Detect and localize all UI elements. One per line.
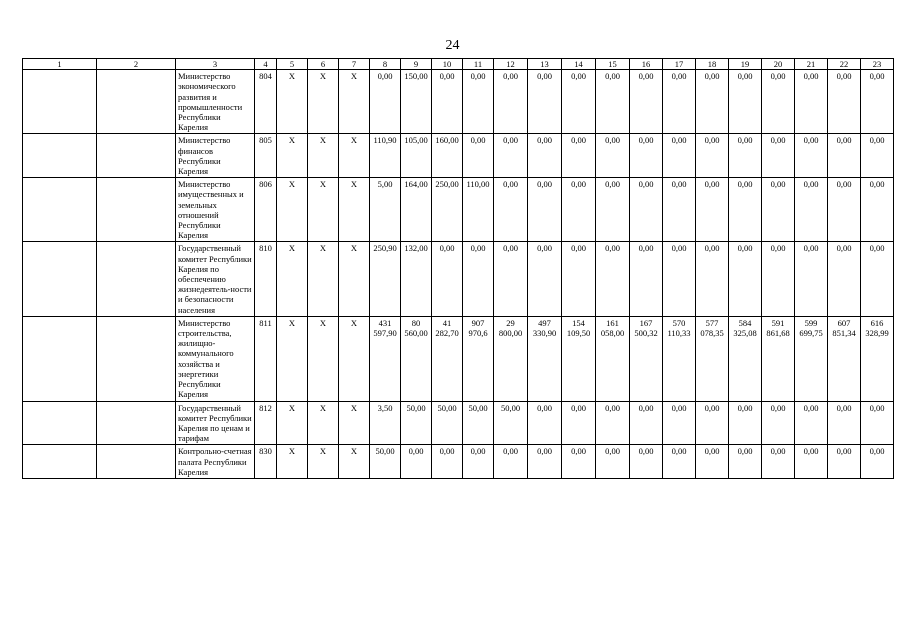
value-cell: 164,00 <box>401 178 432 242</box>
value-cell: 0,00 <box>463 134 494 178</box>
cell-col-1 <box>23 242 97 316</box>
value-cell: 577 078,35 <box>696 316 729 401</box>
value-cell: X <box>308 178 339 242</box>
value-cell: X <box>308 242 339 316</box>
value-cell: 0,00 <box>463 445 494 479</box>
organization-code: 805 <box>255 134 277 178</box>
value-cell: 0,00 <box>828 178 861 242</box>
table-row <box>23 242 894 316</box>
value-cell: 50,00 <box>463 401 494 445</box>
column-header: 6 <box>308 59 339 70</box>
column-header: 14 <box>562 59 596 70</box>
cell-col-1 <box>23 445 97 479</box>
header-row <box>23 59 894 70</box>
value-cell: 0,00 <box>494 178 528 242</box>
cell-col-2 <box>97 70 176 134</box>
value-cell: 0,00 <box>762 178 795 242</box>
column-header: 22 <box>828 59 861 70</box>
value-cell: 0,00 <box>729 401 762 445</box>
value-cell: 0,00 <box>562 178 596 242</box>
value-cell: 3,50 <box>370 401 401 445</box>
value-cell: 0,00 <box>463 70 494 134</box>
page-number: 24 <box>445 38 460 53</box>
value-cell: 0,00 <box>696 134 729 178</box>
value-cell: 0,00 <box>795 70 828 134</box>
value-cell: 0,00 <box>630 178 663 242</box>
value-cell: 0,00 <box>762 445 795 479</box>
organization-code: 830 <box>255 445 277 479</box>
value-cell: 110,90 <box>370 134 401 178</box>
value-cell: 0,00 <box>663 134 696 178</box>
value-cell: 0,00 <box>494 134 528 178</box>
value-cell: 584 325,08 <box>729 316 762 401</box>
cell-col-1 <box>23 316 97 401</box>
organization-name: Контрольно-счетная палата Республики Карелия <box>176 445 255 479</box>
value-cell: 0,00 <box>528 445 562 479</box>
value-cell: 161 058,00 <box>596 316 630 401</box>
value-cell: X <box>339 242 370 316</box>
value-cell: 607 851,34 <box>828 316 861 401</box>
value-cell: X <box>339 401 370 445</box>
organization-code: 806 <box>255 178 277 242</box>
value-cell: 0,00 <box>729 242 762 316</box>
organization-name: Министерство имущественных и земельных отношений Республики Карелия <box>176 178 255 242</box>
value-cell: X <box>277 70 308 134</box>
cell-col-2 <box>97 401 176 445</box>
value-cell: 0,00 <box>696 70 729 134</box>
value-cell: 0,00 <box>596 242 630 316</box>
value-cell: X <box>277 178 308 242</box>
value-cell: 0,00 <box>528 70 562 134</box>
value-cell: 0,00 <box>401 445 432 479</box>
value-cell: 0,00 <box>828 445 861 479</box>
value-cell: 0,00 <box>795 445 828 479</box>
value-cell: X <box>277 316 308 401</box>
value-cell: X <box>308 445 339 479</box>
value-cell: 0,00 <box>663 242 696 316</box>
value-cell: 599 699,75 <box>795 316 828 401</box>
value-cell: X <box>277 445 308 479</box>
value-cell: 0,00 <box>494 242 528 316</box>
organization-name: Государственный комитет Республики Карелия по ценам и тарифам <box>176 401 255 445</box>
organization-name: Министерство экономического развития и промышленности Республики Карелия <box>176 70 255 134</box>
value-cell: 0,00 <box>696 242 729 316</box>
value-cell: 0,00 <box>630 134 663 178</box>
value-cell: X <box>308 134 339 178</box>
value-cell: 0,00 <box>861 445 894 479</box>
value-cell: 0,00 <box>828 401 861 445</box>
value-cell: 616 328,99 <box>861 316 894 401</box>
value-cell: 0,00 <box>729 70 762 134</box>
value-cell: 0,00 <box>663 70 696 134</box>
value-cell: 110,00 <box>463 178 494 242</box>
value-cell: 0,00 <box>762 70 795 134</box>
organization-code: 812 <box>255 401 277 445</box>
value-cell: 0,00 <box>729 134 762 178</box>
value-cell: 570 110,33 <box>663 316 696 401</box>
value-cell: 0,00 <box>528 178 562 242</box>
value-cell: 150,00 <box>401 70 432 134</box>
value-cell: 160,00 <box>432 134 463 178</box>
value-cell: 431 597,90 <box>370 316 401 401</box>
value-cell: 0,00 <box>729 178 762 242</box>
value-cell: 0,00 <box>528 401 562 445</box>
value-cell: 132,00 <box>401 242 432 316</box>
value-cell: 0,00 <box>696 178 729 242</box>
value-cell: 0,00 <box>696 445 729 479</box>
value-cell: 0,00 <box>795 178 828 242</box>
value-cell: X <box>339 178 370 242</box>
cell-col-1 <box>23 401 97 445</box>
value-cell: 167 500,32 <box>630 316 663 401</box>
column-header: 4 <box>255 59 277 70</box>
cell-col-2 <box>97 445 176 479</box>
value-cell: 0,00 <box>370 70 401 134</box>
organization-name: Министерство финансов Республики Карелия <box>176 134 255 178</box>
value-cell: 0,00 <box>432 445 463 479</box>
value-cell: 0,00 <box>762 134 795 178</box>
value-cell: 0,00 <box>861 70 894 134</box>
value-cell: X <box>308 316 339 401</box>
cell-col-1 <box>23 134 97 178</box>
table-row <box>23 178 894 242</box>
column-header: 16 <box>630 59 663 70</box>
cell-col-1 <box>23 178 97 242</box>
value-cell: 0,00 <box>696 401 729 445</box>
value-cell: 50,00 <box>401 401 432 445</box>
column-header: 23 <box>861 59 894 70</box>
organization-code: 811 <box>255 316 277 401</box>
organization-code: 804 <box>255 70 277 134</box>
cell-col-2 <box>97 178 176 242</box>
cell-col-2 <box>97 316 176 401</box>
value-cell: 0,00 <box>562 401 596 445</box>
value-cell: 0,00 <box>596 178 630 242</box>
value-cell: 250,00 <box>432 178 463 242</box>
value-cell: 0,00 <box>828 70 861 134</box>
table-row <box>23 401 894 445</box>
value-cell: 0,00 <box>630 401 663 445</box>
value-cell: 250,90 <box>370 242 401 316</box>
value-cell: X <box>339 316 370 401</box>
value-cell: 0,00 <box>861 242 894 316</box>
value-cell: 41 282,70 <box>432 316 463 401</box>
column-header: 13 <box>528 59 562 70</box>
value-cell: 0,00 <box>562 134 596 178</box>
value-cell: X <box>339 70 370 134</box>
table-row <box>23 134 894 178</box>
column-header: 20 <box>762 59 795 70</box>
value-cell: 497 330,90 <box>528 316 562 401</box>
value-cell: 80 560,00 <box>401 316 432 401</box>
value-cell: 0,00 <box>596 70 630 134</box>
value-cell: 0,00 <box>494 445 528 479</box>
column-header: 8 <box>370 59 401 70</box>
table-body <box>23 70 894 479</box>
value-cell: X <box>308 70 339 134</box>
value-cell: 5,00 <box>370 178 401 242</box>
column-header: 3 <box>176 59 255 70</box>
value-cell: 105,00 <box>401 134 432 178</box>
value-cell: 0,00 <box>528 242 562 316</box>
value-cell: 0,00 <box>630 70 663 134</box>
column-header: 12 <box>494 59 528 70</box>
value-cell: 0,00 <box>795 242 828 316</box>
value-cell: X <box>277 242 308 316</box>
value-cell: 591 861,68 <box>762 316 795 401</box>
value-cell: 0,00 <box>663 445 696 479</box>
organization-name: Министерство строительства, жилищно-коммунального хозяйства и энергетики Республики Карелия <box>176 316 255 401</box>
value-cell: 0,00 <box>729 445 762 479</box>
value-cell: 0,00 <box>861 178 894 242</box>
table-header <box>23 59 894 70</box>
value-cell: 29 800,00 <box>494 316 528 401</box>
value-cell: 50,00 <box>370 445 401 479</box>
value-cell: X <box>339 134 370 178</box>
column-header: 2 <box>97 59 176 70</box>
table-row <box>23 316 894 401</box>
table-row <box>23 445 894 479</box>
value-cell: 154 109,50 <box>562 316 596 401</box>
value-cell: X <box>308 401 339 445</box>
value-cell: 0,00 <box>562 445 596 479</box>
value-cell: 0,00 <box>432 70 463 134</box>
cell-col-2 <box>97 242 176 316</box>
budget-table <box>22 58 894 479</box>
value-cell: 0,00 <box>630 445 663 479</box>
value-cell: 0,00 <box>762 242 795 316</box>
value-cell: 0,00 <box>762 401 795 445</box>
value-cell: 50,00 <box>432 401 463 445</box>
value-cell: 0,00 <box>630 242 663 316</box>
value-cell: X <box>277 134 308 178</box>
value-cell: 0,00 <box>861 134 894 178</box>
column-header: 15 <box>596 59 630 70</box>
value-cell: 0,00 <box>828 242 861 316</box>
value-cell: 0,00 <box>663 178 696 242</box>
cell-col-1 <box>23 70 97 134</box>
value-cell: 0,00 <box>494 70 528 134</box>
organization-name: Государственный комитет Республики Карелия по обеспечению жизнедеятель-ности и безопасности населения <box>176 242 255 316</box>
value-cell: 907 970,6 <box>463 316 494 401</box>
value-cell: 0,00 <box>528 134 562 178</box>
value-cell: 0,00 <box>562 70 596 134</box>
table-row <box>23 70 894 134</box>
column-header: 1 <box>23 59 97 70</box>
value-cell: 0,00 <box>596 401 630 445</box>
column-header: 11 <box>463 59 494 70</box>
value-cell: 50,00 <box>494 401 528 445</box>
value-cell: X <box>277 401 308 445</box>
value-cell: 0,00 <box>795 134 828 178</box>
value-cell: 0,00 <box>432 242 463 316</box>
column-header: 19 <box>729 59 762 70</box>
value-cell: X <box>339 445 370 479</box>
value-cell: 0,00 <box>596 445 630 479</box>
value-cell: 0,00 <box>596 134 630 178</box>
value-cell: 0,00 <box>663 401 696 445</box>
value-cell: 0,00 <box>463 242 494 316</box>
organization-code: 810 <box>255 242 277 316</box>
column-header: 21 <box>795 59 828 70</box>
cell-col-2 <box>97 134 176 178</box>
column-header: 17 <box>663 59 696 70</box>
column-header: 10 <box>432 59 463 70</box>
column-header: 18 <box>696 59 729 70</box>
value-cell: 0,00 <box>861 401 894 445</box>
value-cell: 0,00 <box>795 401 828 445</box>
column-header: 7 <box>339 59 370 70</box>
column-header: 9 <box>401 59 432 70</box>
value-cell: 0,00 <box>562 242 596 316</box>
value-cell: 0,00 <box>828 134 861 178</box>
column-header: 5 <box>277 59 308 70</box>
